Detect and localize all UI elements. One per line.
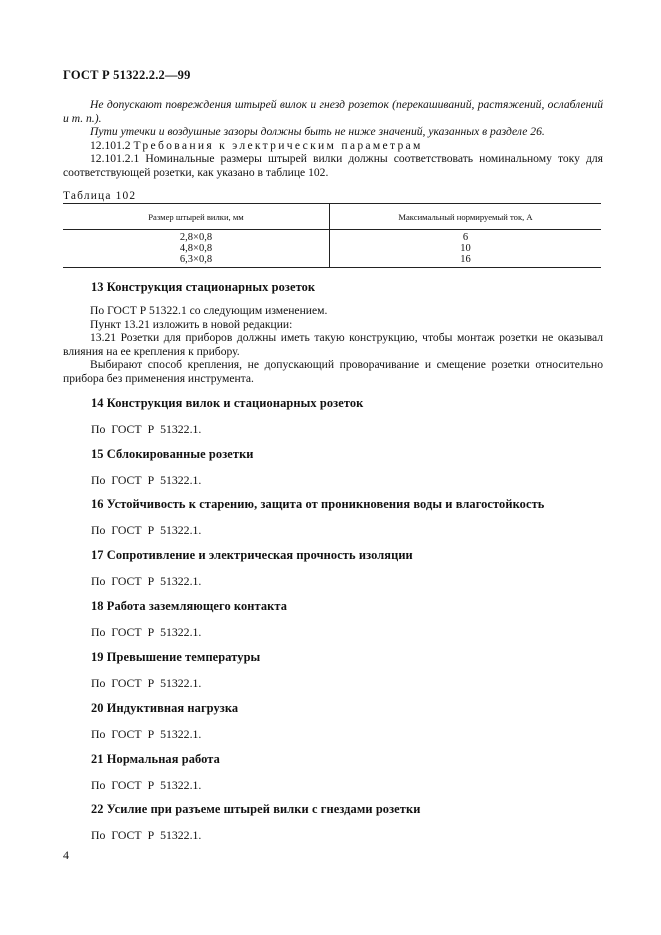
table-row [63, 230, 601, 244]
intro-paragraph-1: Не допускают повреждения штырей вилок и гнезд розеток (перекашиваний, растяжений, ослаблений и т. п.). [63, 98, 603, 125]
section-13-paragraph-1: По ГОСТ Р 51322.1 со следующим изменением. [90, 304, 328, 317]
section-13-title: 13 Конструкция стационарных розеток [91, 280, 316, 294]
section-21-reference: По ГОСТ Р 51322.1. [91, 778, 202, 792]
table-cell-size: 6,3×0,8 [63, 254, 330, 268]
section-16-reference: По ГОСТ Р 51322.1. [91, 523, 202, 537]
section-15-reference: По ГОСТ Р 51322.1. [91, 473, 202, 487]
table-102 [63, 203, 601, 268]
table-row [63, 254, 601, 268]
section-18-title: 18 Работа заземляющего контакта [91, 599, 288, 613]
section-22-reference: По ГОСТ Р 51322.1. [91, 828, 202, 842]
section-17-reference: По ГОСТ Р 51322.1. [91, 574, 202, 588]
clause-number: 12.101.2 [90, 139, 131, 152]
section-20-title: 20 Индуктивная нагрузка [91, 701, 239, 715]
clause-title: Требования к электрическим параметрам [133, 139, 423, 152]
section-15-title: 15 Сблокированные розетки [91, 447, 254, 461]
table-header-row [63, 204, 601, 230]
table-cell-current: 16 [330, 254, 602, 268]
section-13-paragraph-3: 13.21 Розетки для приборов должны иметь такую конструкцию, чтобы монтаж розетки не оказывал влияния на ее крепления к прибору. [63, 331, 603, 358]
intro-paragraph-3 [63, 139, 603, 153]
section-17-title: 17 Сопротивление и электрическая прочность изоляции [91, 548, 413, 562]
table-row [63, 243, 601, 254]
section-14-reference: По ГОСТ Р 51322.1. [91, 422, 202, 436]
document-header: ГОСТ Р 51322.2.2—99 [63, 68, 191, 82]
table-header-current: Максимальный нормируемый ток, А [330, 204, 602, 230]
table-cell-current: 6 [462, 232, 469, 243]
section-13-paragraph-4: Выбирают способ крепления, не допускающий проворачивание и смещение розетки относительно прибора без применения инструмента. [63, 358, 603, 385]
section-19-title: 19 Превышение температуры [91, 650, 261, 664]
table-header-size: Размер штырей вилки, мм [63, 204, 330, 230]
table-caption: Таблица 102 [63, 190, 137, 202]
section-22-title: 22 Усилие при разъеме штырей вилки с гнездами розетки [91, 802, 421, 816]
page-number: 4 [63, 848, 69, 862]
section-20-reference: По ГОСТ Р 51322.1. [91, 727, 202, 741]
section-16-title: 16 Устойчивость к старению, защита от проникновения воды и влагостойкость [91, 497, 545, 511]
table-cell-size: 4,8×0,8 [63, 243, 330, 254]
section-18-reference: По ГОСТ Р 51322.1. [91, 625, 202, 639]
section-19-reference: По ГОСТ Р 51322.1. [91, 676, 202, 690]
section-13-paragraph-2: Пункт 13.21 изложить в новой редакции: [90, 318, 293, 331]
table-cell-size: 2,8×0,8 [63, 230, 330, 244]
intro-paragraph-4: 12.101.2.1 Номинальные размеры штырей вилки должны соответствовать номинальному току для соответствующей розетки, как указано в таблице 102. [63, 152, 603, 179]
section-21-title: 21 Нормальная работа [91, 752, 220, 766]
section-14-title: 14 Конструкция вилок и стационарных розеток [91, 396, 364, 410]
table-cell-current: 10 [460, 243, 471, 254]
intro-paragraph-2: Пути утечки и воздушные зазоры должны быть не ниже значений, указанных в разделе 26. [90, 125, 545, 138]
